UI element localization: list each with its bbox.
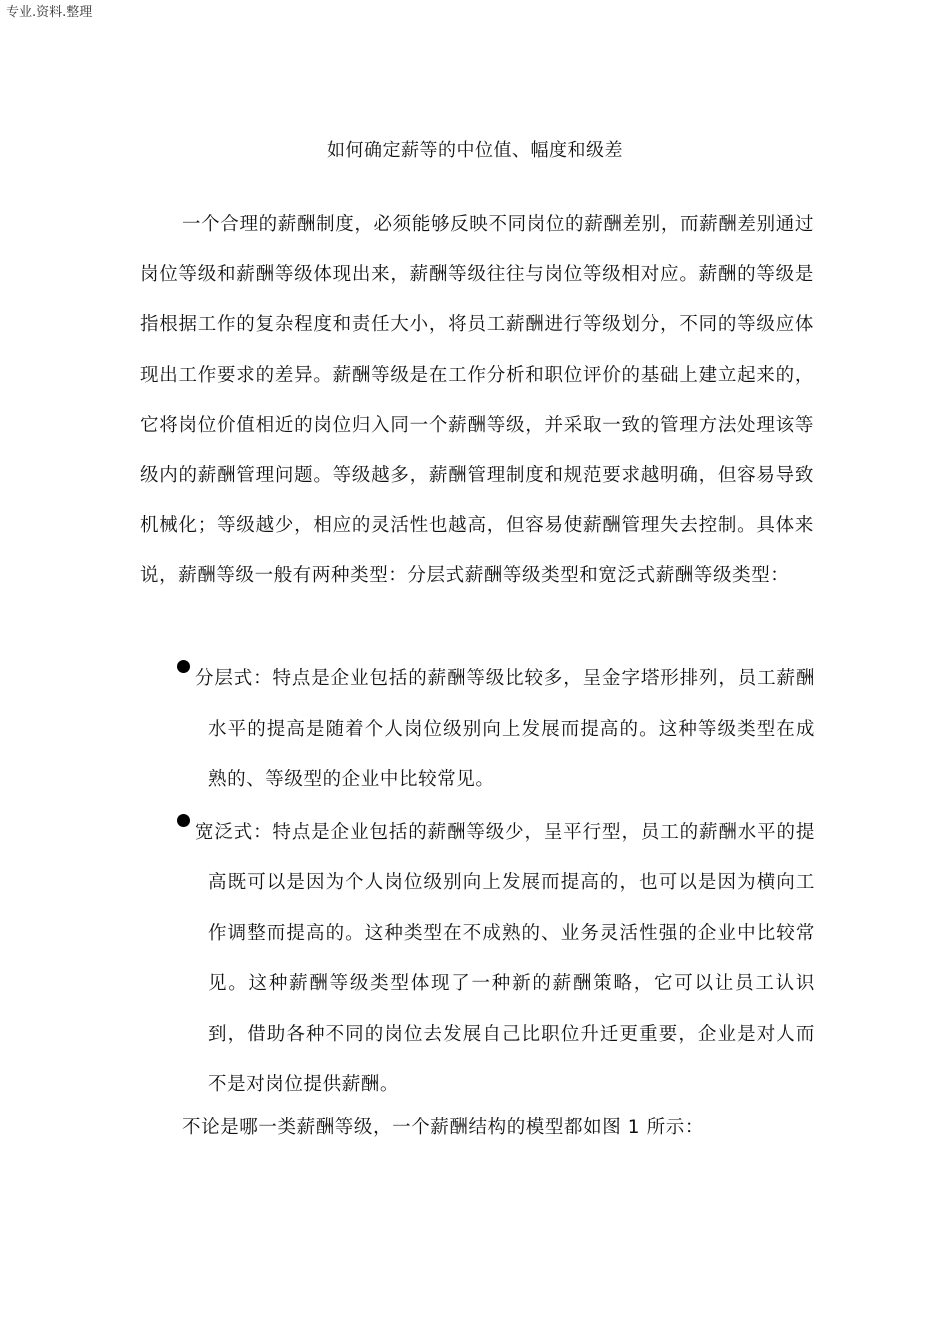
bullet-icon [177, 660, 190, 673]
list-item [175, 808, 815, 1111]
document-title: 如何确定薪等的中位值、幅度和级差 [327, 140, 623, 161]
list-item [175, 654, 815, 806]
bullet-icon [177, 814, 190, 827]
salary-grade-type-list [175, 654, 815, 1111]
list-item-text: 分层式：特点是企业包括的薪酬等级比较多，呈金字塔形排列，员工薪酬水平的提高是随着个人岗位级别向上发展而提高的。这种等级类型在成熟的、等级型的企业中比较常见。 [195, 668, 815, 790]
list-item-text: 宽泛式：特点是企业包括的薪酬等级少，呈平行型，员工的薪酬水平的提高既可以是因为个人岗位级别向上发展而提高的，也可以是因为横向工作调整而提高的。这种类型在不成熟的、业务灵活性强的企业中比较常见。这种薪酬等级类型体现了一种新的薪酬策略，它可以让员工认识到，借助各种不同的岗位去发展自己比职位升迁更重要，企业是对人而不是对岗位提供薪酬。 [195, 821, 815, 1095]
closing-paragraph: 不论是哪一类薪酬等级，一个薪酬结构的模型都如图 1 所示： [182, 1117, 704, 1138]
intro-paragraph: 一个合理的薪酬制度，必须能够反映不同岗位的薪酬差别，而薪酬差别通过岗位等级和薪酬等级体现出来，薪酬等级往往与岗位等级相对应。薪酬的等级是指根据工作的复杂程度和责任大小，将员工薪酬进行等级划分，不同的等级应体现出工作要求的差异。薪酬等级是在工作分析和职位评价的基础上建立起来的，它将岗位价值相近的岗位归入同一个薪酬等级，并采取一致的管理方法处理该等级内的薪酬管理问题。等级越多，薪酬管理制度和规范要求越明确，但容易导致机械化；等级越少，相应的灵活性也越高，但容易使薪酬管理失去控制。具体来说，薪酬等级一般有两种类型：分层式薪酬等级类型和宽泛式薪酬等级类型： [140, 214, 814, 587]
header-note: 专业.资料.整理 [6, 5, 93, 20]
